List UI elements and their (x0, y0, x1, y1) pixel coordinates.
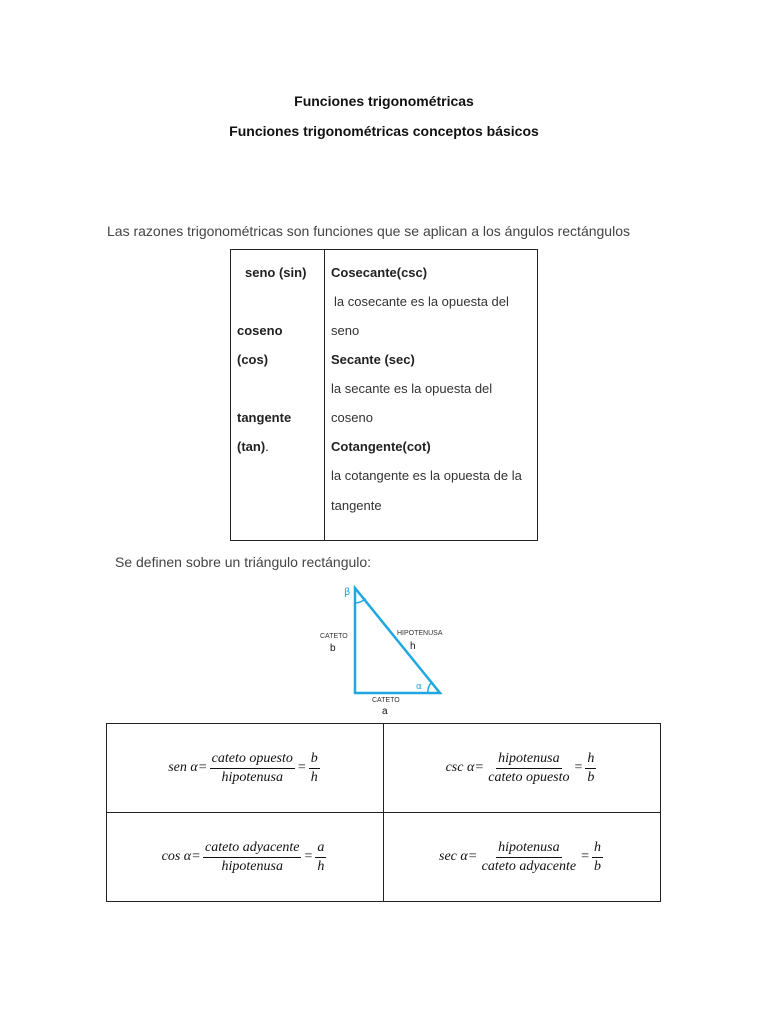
sen-short-fraction: $\frac{b}{h}$ (310, 750, 318, 785)
alpha-label: α (416, 682, 422, 692)
functions-table (230, 249, 538, 541)
sec-heading: Secante (sec) (331, 352, 415, 367)
cot-description-1: la cotangente es la opuesta de la (331, 468, 522, 483)
sen-formula (168, 751, 322, 786)
csc-description-1: la cosecante es la opuesta del (334, 294, 509, 309)
equals-sign: = (192, 849, 201, 864)
csc-formula (446, 751, 599, 786)
page-title: Funciones trigonométricas (294, 93, 474, 109)
side-b-label: b (330, 643, 336, 654)
sen-fraction: $\frac{\text{cateto opuesto}}{\text{hipotenusa}}$ (211, 750, 293, 785)
cot-heading: Cotangente(cot) (331, 439, 431, 454)
equals-sign: = (581, 849, 589, 864)
seno-label: seno (sin) (245, 265, 307, 280)
sec-description-2: coseno (331, 410, 373, 425)
hipotenusa-label: HIPOTENUSA (397, 630, 443, 637)
equals-sign: = (468, 849, 477, 864)
cos-fraction: $\frac{\text{cateto adyacente}}{\text{hipotenusa}}$ (205, 839, 300, 874)
formula-cell-cos (107, 813, 384, 902)
equals-sign: = (475, 760, 484, 775)
cateto-vertical-label: CATETO (320, 633, 348, 640)
intro-paragraph: Las razones trigonométricas son funciones que se aplican a los ángulos rectángulos (107, 223, 630, 239)
csc-fraction: $\frac{\text{hipotenusa}}{\text{cateto opuesto}}$ (488, 750, 570, 785)
sec-fraction: $\frac{\text{hipotenusa}}{\text{cateto adyacente}}$ (481, 839, 577, 874)
cos-short-fraction: $\frac{a}{h}$ (317, 839, 325, 874)
equals-sign: = (297, 760, 306, 775)
equals-sign: = (198, 760, 207, 775)
alpha-angle-arc (428, 683, 431, 693)
csc-heading: Cosecante(csc) (331, 265, 428, 280)
tangente-abbr-label: (tan). (237, 439, 269, 454)
cos-formula (162, 840, 329, 875)
beta-angle-arc (355, 599, 366, 604)
definition-intro: Se definen sobre un triángulo rectángulo: (115, 554, 372, 570)
triangle-shape (355, 588, 440, 693)
csc-description-2: seno (331, 323, 360, 338)
sec-short-fraction: $\frac{h}{b}$ (594, 839, 601, 874)
cateto-horizontal-label: CATETO (372, 697, 400, 704)
coseno-label: coseno (237, 323, 283, 338)
page-subtitle: Funciones trigonométricas conceptos básicos (229, 123, 539, 139)
formula-cell-sec (384, 813, 661, 902)
right-triangle-diagram (315, 583, 455, 718)
formula-cell-csc (384, 724, 661, 813)
csc-short-fraction: $\frac{h}{b}$ (587, 750, 595, 785)
sec-lhs: sec α (439, 849, 468, 864)
beta-label: β (344, 587, 351, 598)
functions-table-left-column (231, 250, 325, 540)
sec-formula (439, 840, 605, 875)
formula-cell-sen (107, 724, 384, 813)
csc-lhs: csc α (445, 760, 475, 775)
side-h-label: h (410, 641, 416, 652)
tangente-label: tangente (237, 410, 292, 425)
functions-table-right-column (325, 250, 537, 540)
equals-sign: = (304, 849, 313, 864)
side-a-label: a (382, 706, 388, 717)
formulas-table (106, 723, 661, 902)
equals-sign: = (574, 760, 583, 775)
sec-description-1: la secante es la opuesta del (331, 381, 493, 396)
cot-description-2: tangente (331, 498, 382, 513)
sen-lhs: sen α (168, 760, 198, 775)
coseno-abbr-label: (cos) (237, 352, 269, 367)
cos-lhs: cos α (161, 849, 192, 864)
